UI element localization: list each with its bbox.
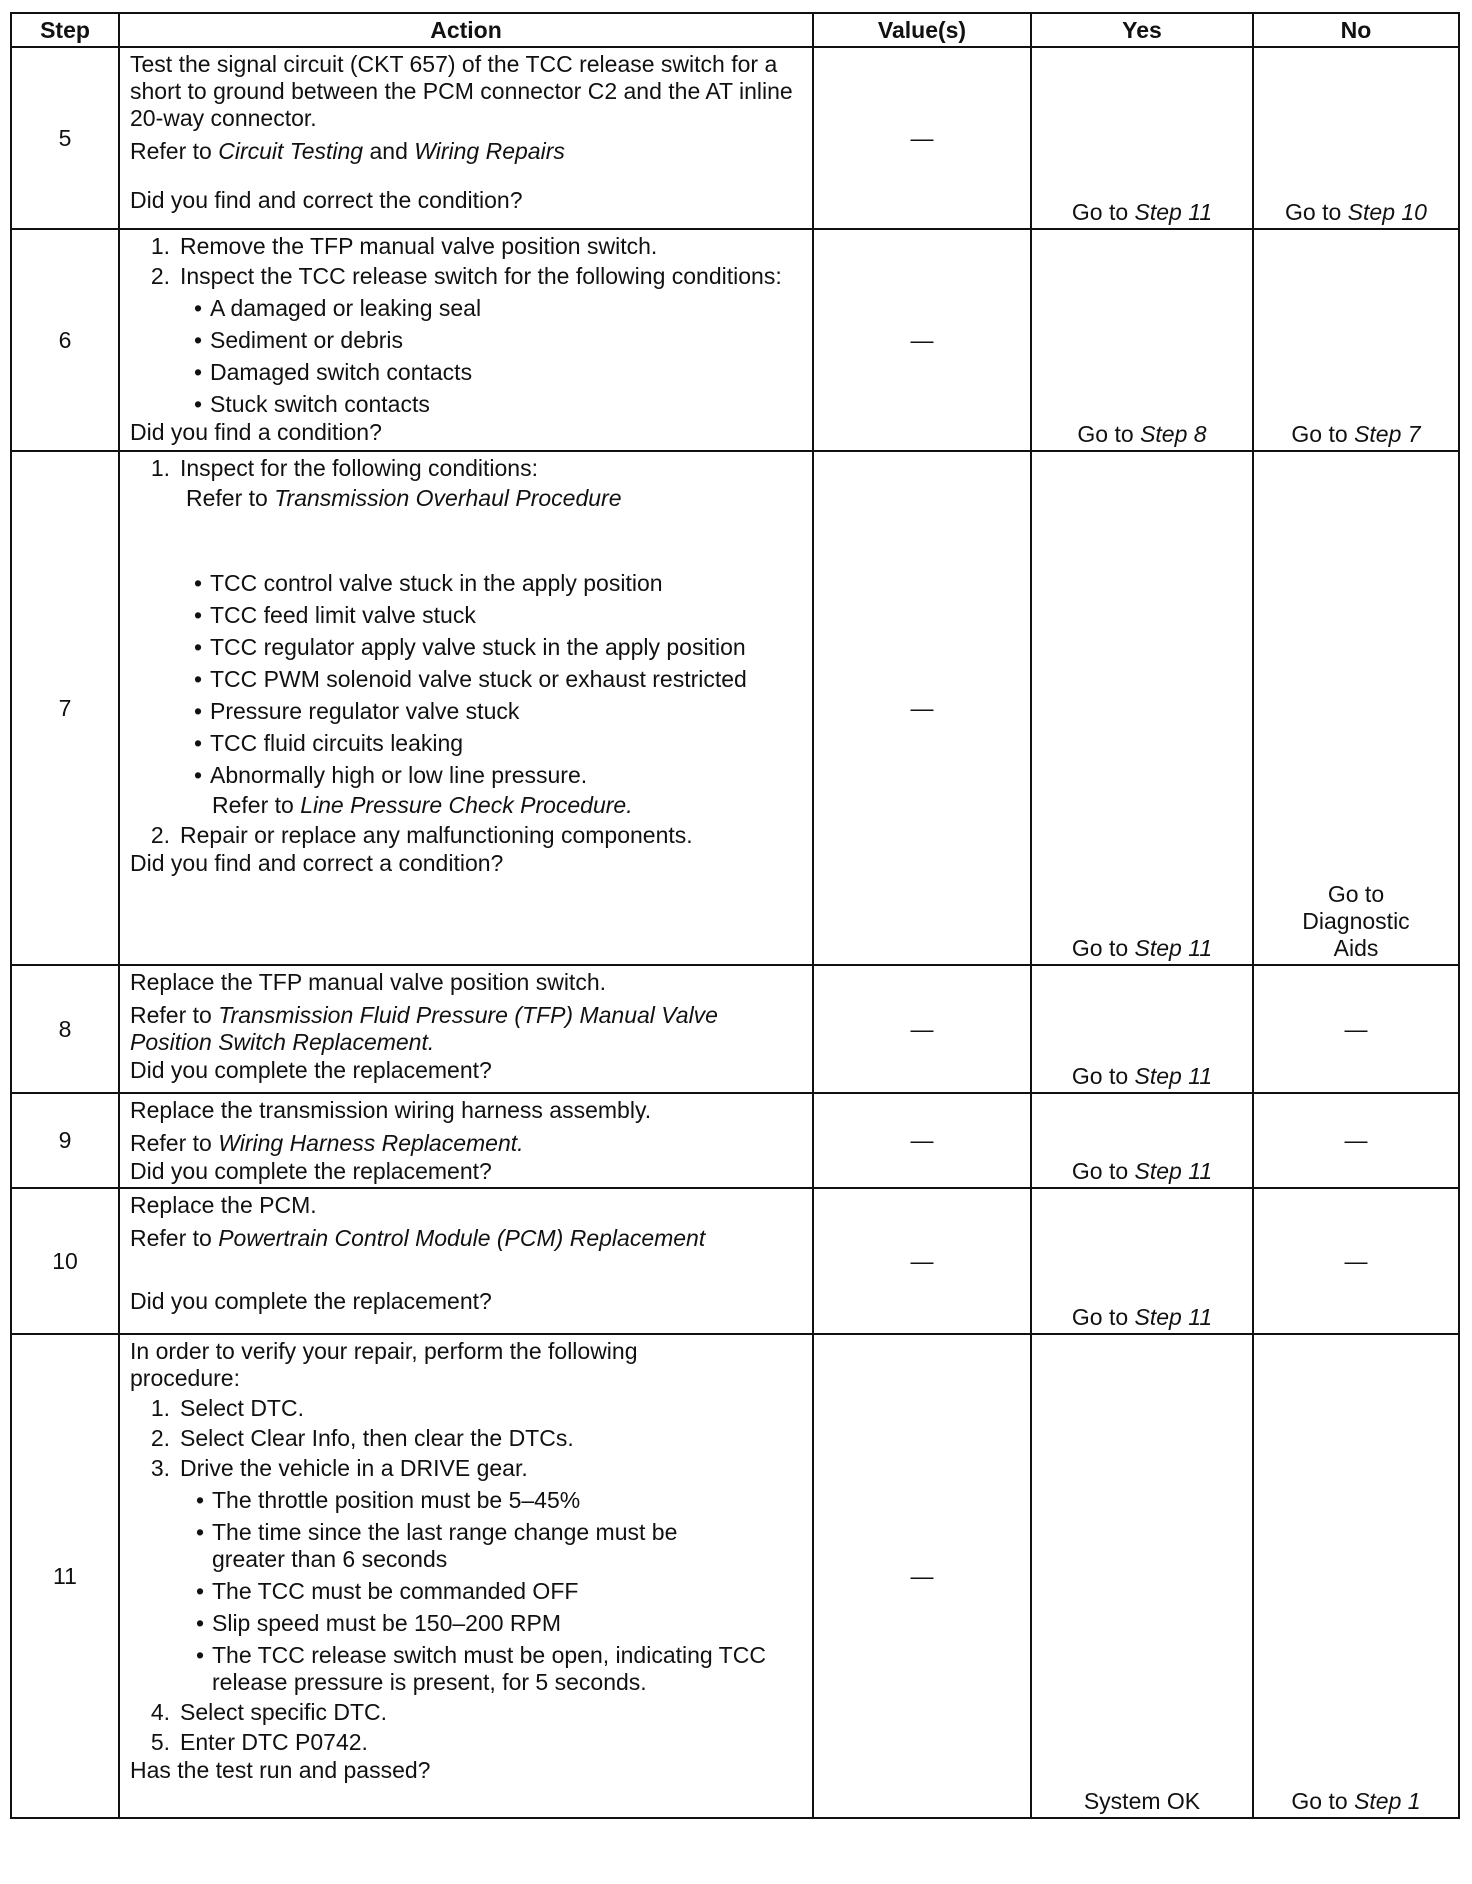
value-cell: [813, 47, 1031, 229]
list-item: Inspect the TCC release switch for the following conditions:: [180, 263, 782, 289]
goto-step-link[interactable]: Step 8: [1140, 421, 1207, 447]
reference-link[interactable]: Powertrain Control Module (PCM) Replacement: [218, 1225, 706, 1251]
question: Did you complete the replacement?: [130, 1057, 492, 1083]
value-cell: [813, 229, 1031, 451]
table-row-step-8: [11, 965, 1459, 1093]
header-values: Value(s): [813, 13, 1031, 47]
value-cell: [813, 451, 1031, 965]
bullet-item: The TCC release switch must be open, indicating TCC release pressure is present, for 5 seconds.: [212, 1642, 766, 1695]
action-cell: [119, 47, 813, 229]
bullet-item: TCC control valve stuck in the apply position: [210, 570, 663, 596]
question: Did you complete the replacement?: [130, 1158, 492, 1184]
goto-step-link[interactable]: Step 1: [1354, 1788, 1421, 1814]
reference: Refer to Powertrain Control Module (PCM) Replacement: [130, 1225, 706, 1251]
goto-step-link[interactable]: Step 10: [1347, 199, 1427, 225]
table-row-step-11: [11, 1334, 1459, 1818]
bullet-item: The time since the last range change must be greater than 6 seconds: [212, 1519, 678, 1572]
bullet-item: The throttle position must be 5–45%: [212, 1487, 581, 1513]
goto-step-link[interactable]: Step 11: [1134, 1158, 1213, 1184]
bullet-item: TCC regulator apply valve stuck in the apply position: [210, 634, 746, 660]
dash: —: [1344, 1247, 1368, 1274]
table-row-step-9: [11, 1093, 1459, 1188]
action-cell: 1. Remove the TFP manual valve position switch. 2. Inspect the TCC release switch for the following conditions: • A damaged or leaking seal • Sediment or debris • Damaged switch contacts • Stuck switch contacts Did you find a condition?: [119, 229, 813, 451]
no-cell: [1253, 1093, 1459, 1188]
bullet-item: Slip speed must be 150–200 RPM: [212, 1610, 562, 1636]
action-text: Replace the TFP manual valve position switch.: [130, 969, 607, 995]
diagnostic-table-page: [10, 12, 1458, 1819]
reference: Refer to Transmission Fluid Pressure (TFP) Manual Valve Position Switch Replacement.: [130, 1002, 718, 1055]
step-number: 7: [11, 451, 119, 965]
yes-cell: Go to Step 11: [1031, 1188, 1253, 1334]
question: Did you find and correct a condition?: [130, 850, 504, 876]
reference-link[interactable]: Line Pressure Check Procedure.: [300, 792, 633, 818]
table-row-step-7: [11, 451, 1459, 965]
dash: —: [910, 1247, 934, 1274]
list-item: Select DTC.: [180, 1395, 304, 1421]
reference-link[interactable]: Wiring Harness Replacement.: [218, 1130, 524, 1156]
reference-link[interactable]: Transmission Fluid Pressure (TFP) Manual Valve Position Switch Replacement.: [130, 1002, 718, 1055]
yes-cell: Go to Step 11: [1031, 47, 1253, 229]
bullet-item: TCC fluid circuits leaking: [210, 730, 464, 756]
list-item: Inspect for the following conditions:: [180, 455, 538, 481]
dash: —: [1344, 1015, 1368, 1042]
no-cell: [1253, 965, 1459, 1093]
reference: Refer to Circuit Testing and Wiring Repairs: [130, 138, 565, 164]
bullet-item: Stuck switch contacts: [210, 391, 430, 417]
reference-link[interactable]: Wiring Repairs: [414, 138, 565, 164]
list-item: Enter DTC P0742.: [180, 1729, 368, 1755]
action-text: Replace the transmission wiring harness assembly.: [130, 1097, 652, 1123]
header-step: Step: [11, 13, 119, 47]
yes-cell: Go to Step 11: [1031, 1093, 1253, 1188]
action-cell: In order to verify your repair, perform the following procedure: 1. Select DTC. 2. Select Clear Info, then clear the DTCs. 3. Drive the vehicle in a DRIVE gear. • The throttle position must be 5–45% • The time since the last range change must be greater than 6 seconds • The TCC must be commanded OFF • Slip speed must be 150–200 RPM • The TCC release switch must be open, indicating TCC release pressure is present, for 5 seconds. 4. Select specific DTC. 5. Enter DTC P0742. Has the test run and passed?: [119, 1334, 813, 1818]
action-cell: 1. Inspect for the following conditions: Refer to Transmission Overhaul Procedure • TCC control valve stuck in the apply position • TCC feed limit valve stuck • TCC regulator apply valve stuck in the apply position • TCC PWM solenoid valve stuck or exhaust restricted • Pressure regulator valve stuck • TCC fluid circuits leaking • Abnormally high or low line pressure. Refer to Line Pressure Check Procedure. 2. Repair or replace any malfunctioning components. Did you find and correct a condition?: [119, 451, 813, 965]
goto-step-link[interactable]: Step 7: [1354, 421, 1421, 447]
dash: —: [910, 326, 934, 353]
bullet-item: Damaged switch contacts: [210, 359, 473, 385]
list-item: Repair or replace any malfunctioning components.: [180, 822, 693, 848]
dash: —: [910, 1127, 934, 1153]
table-row-step-6: [11, 229, 1459, 451]
no-cell: [1253, 1188, 1459, 1334]
header-no: No: [1253, 13, 1459, 47]
step-number: 8: [11, 965, 119, 1093]
goto-step-link[interactable]: Step 11: [1134, 1304, 1213, 1330]
bullet-item: Sediment or debris: [210, 327, 404, 353]
no-cell: Go to Step 1: [1253, 1334, 1459, 1818]
table-row-step-10: [11, 1188, 1459, 1334]
bullet-item: A damaged or leaking seal: [210, 295, 482, 321]
step-number: 5: [11, 47, 119, 229]
value-cell: [813, 1334, 1031, 1818]
step-number: 6: [11, 229, 119, 451]
value-cell: [813, 1188, 1031, 1334]
list-item: Select Clear Info, then clear the DTCs.: [180, 1425, 574, 1451]
action-text: Test the signal circuit (CKT 657) of the TCC release switch for a short to ground between the PCM connector C2 and the AT inline 20-way connector.: [130, 51, 793, 131]
reference: Refer to Transmission Overhaul Procedure: [186, 485, 622, 511]
goto-diagnostic-aids-link[interactable]: Go to Diagnostic Aids: [1302, 881, 1410, 961]
reference: Refer to Wiring Harness Replacement.: [130, 1130, 524, 1156]
dash: —: [910, 124, 934, 151]
dash: —: [910, 1562, 934, 1589]
dash: —: [910, 1015, 934, 1042]
step-number: 10: [11, 1188, 119, 1334]
action-cell: [119, 965, 813, 1093]
yes-cell: Go to Step 11: [1031, 451, 1253, 965]
no-cell: [1253, 451, 1459, 965]
value-cell: [813, 1093, 1031, 1188]
action-cell: [119, 1093, 813, 1188]
bullet-item: Pressure regulator valve stuck: [210, 698, 520, 724]
reference-link[interactable]: Circuit Testing: [218, 138, 364, 164]
goto-step-link[interactable]: Step 11: [1134, 199, 1213, 225]
bullet-item: TCC PWM solenoid valve stuck or exhaust restricted: [210, 666, 747, 692]
yes-cell: Go to Step 11: [1031, 965, 1253, 1093]
yes-cell: Go to Step 8: [1031, 229, 1253, 451]
step-number: 9: [11, 1093, 119, 1188]
action-text: Replace the PCM.: [130, 1192, 317, 1218]
header-yes: Yes: [1031, 13, 1253, 47]
action-text: In order to verify your repair, perform the following procedure:: [130, 1338, 638, 1391]
list-item: Select specific DTC.: [180, 1699, 388, 1725]
goto-step-link[interactable]: Step 11: [1134, 935, 1213, 961]
dash: —: [910, 694, 934, 721]
no-cell: Go to Step 7: [1253, 229, 1459, 451]
list-item: Drive the vehicle in a DRIVE gear.: [180, 1455, 528, 1481]
action-cell: [119, 1188, 813, 1334]
reference: Refer to Line Pressure Check Procedure.: [212, 792, 633, 818]
no-cell: Go to Step 10: [1253, 47, 1459, 229]
bullet-item: The TCC must be commanded OFF: [212, 1578, 579, 1604]
question: Did you find a condition?: [130, 419, 382, 445]
bullet-item: Abnormally high or low line pressure.: [210, 762, 588, 788]
list-item: Remove the TFP manual valve position switch.: [180, 233, 658, 259]
table-row-step-5: [11, 47, 1459, 229]
yes-cell: [1031, 1334, 1253, 1818]
bullet-item: TCC feed limit valve stuck: [210, 602, 476, 628]
dash: —: [1344, 1127, 1368, 1153]
question: Did you complete the replacement?: [130, 1288, 492, 1314]
question: Has the test run and passed?: [130, 1757, 431, 1783]
system-ok-text: System OK: [1083, 1788, 1201, 1814]
value-cell: [813, 965, 1031, 1093]
step-number: 11: [11, 1334, 119, 1818]
diagnostic-table: [10, 12, 1460, 1819]
table-header-row: [11, 13, 1459, 47]
goto-step-link[interactable]: Step 11: [1134, 1063, 1213, 1089]
reference-link[interactable]: Transmission Overhaul Procedure: [274, 485, 622, 511]
header-action: Action: [119, 13, 813, 47]
question: Did you find and correct the condition?: [130, 187, 523, 213]
